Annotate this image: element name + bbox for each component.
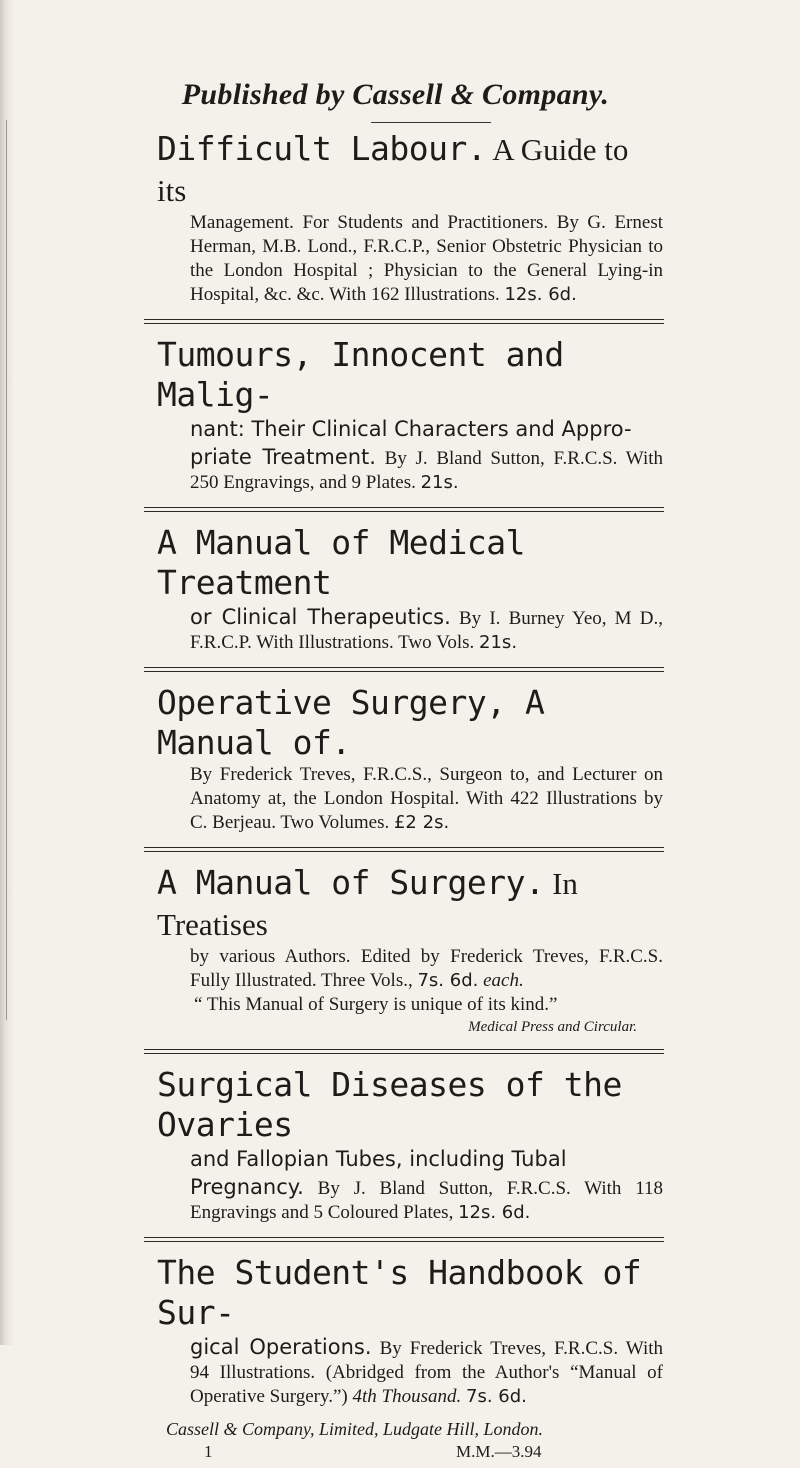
publisher-imprint: Cassell & Company, Limited, Ludgate Hill, London. (166, 1419, 544, 1439)
entry-description: by various Authors. Edited by Frederick Treves, F.R.C.S. Fully Illustrated. Three Vols., (190, 946, 663, 991)
entry-price: 7s. 6d. (417, 970, 479, 991)
entry-description: By Frederick Treves, F.R.C.S., Surgeon to, and Lecturer on Anatomy at, the London Hospital. With 422 Illustrations by C. Berjeau. Two Volumes. (190, 764, 663, 833)
entry-subtitle: and Fallopian Tubes, including Tubal (190, 1147, 567, 1171)
entry-body (190, 945, 663, 993)
entry-title: The Student's Handbook of Sur- (157, 1253, 642, 1332)
catalogue-entry-tumours (158, 335, 663, 495)
entry-body (158, 211, 663, 307)
entry-body (158, 763, 663, 835)
footer-marks (158, 1442, 663, 1468)
entry-description: By Frederick Treves, F.R.C.S. With 94 Illustrations. (Abridged from the Author's “Manual of Operative Surgery.”) (190, 1338, 663, 1407)
entry-divider (144, 847, 664, 853)
entry-subtitle: gical Operations. (190, 1335, 372, 1359)
entry-subtitle: nant: Their Clinical Characters and Appro- (190, 417, 632, 441)
entry-price: 7s. 6d. (466, 1386, 527, 1407)
entry-description: Management. For Students and Practitioners. By G. Ernest Herman, M.B. Lond., F.R.C.P., Senior Obstetric Physician to the London Hospital ; Physician to the General Lying-in Hospital, &c. &c. With 162 Illustrations. (190, 212, 663, 305)
entry-body (158, 1333, 663, 1409)
review-quote: “ This Manual of Surgery is unique of its kind.” (194, 994, 558, 1015)
entry-divider (144, 319, 664, 325)
entry-description: By J. Bland Sutton, F.R.C.S. With 250 Engravings, and 9 Plates. (190, 448, 664, 493)
catalogue-code: M.M.—3.94 (456, 1442, 542, 1461)
catalogue-entry-operative-surgery (158, 683, 663, 835)
entry-price-suffix: each. (483, 970, 524, 991)
catalogue-entry-surgical-diseases-ovaries (158, 1065, 663, 1225)
entry-subtitle-continued: priate Treatment. (190, 445, 376, 469)
entry-price: 12s. 6d. (504, 284, 577, 305)
entry-subtitle: or Clinical Therapeutics. (190, 605, 451, 629)
entry-body (190, 1173, 663, 1225)
entry-title: A Manual of Medical Treatment (157, 523, 525, 602)
entry-description: By J. Bland Sutton, F.R.C.S. With 118 Engravings and 5 Coloured Plates, (190, 1178, 664, 1223)
entry-title: Operative Surgery, A Manual of. (157, 683, 545, 762)
entry-title-tail: A Guide to its (157, 132, 629, 208)
entry-edition: 4th Thousand. (352, 1386, 462, 1407)
catalogue-entry-manual-of-surgery (158, 863, 663, 1037)
entry-divider (144, 507, 664, 513)
entry-title (157, 863, 663, 945)
entry-price: 21s. (420, 472, 459, 493)
catalogue-page (158, 78, 663, 1468)
entry-description: By I. Burney Yeo, M D., F.R.C.P. With Illustrations. Two Vols. (190, 608, 663, 653)
header-rule (371, 122, 491, 123)
entry-price: £2 2s. (393, 812, 450, 833)
entry-title-tail: In Treatises (157, 866, 578, 942)
entry-price: 21s. (479, 632, 518, 653)
entry-divider (144, 667, 664, 673)
entry-title: Tumours, Innocent and Malig- (157, 335, 564, 414)
entry-title (157, 129, 663, 211)
entry-title-text: A Manual of Surgery. (157, 863, 545, 902)
entry-body (190, 443, 663, 495)
publisher-header: Published by Cassell & Company. (181, 78, 610, 111)
entry-title: Surgical Diseases of the Ovaries (157, 1065, 622, 1144)
entry-subtitle-continued: Pregnancy. (190, 1175, 304, 1199)
signature-mark: 1 (204, 1442, 213, 1461)
entry-price: 12s. 6d. (458, 1202, 531, 1223)
catalogue-entry-students-handbook (158, 1253, 663, 1409)
review-attribution: Medical Press and Circular. (468, 1019, 637, 1035)
catalogue-entry-difficult-labour (158, 129, 663, 307)
entry-body (158, 603, 663, 655)
catalogue-entry-medical-treatment (158, 523, 663, 655)
entry-divider (144, 1049, 664, 1055)
entry-title-text: Difficult Labour. (157, 129, 487, 168)
page-edge-shadow (0, 0, 14, 1345)
entry-divider (144, 1237, 664, 1243)
